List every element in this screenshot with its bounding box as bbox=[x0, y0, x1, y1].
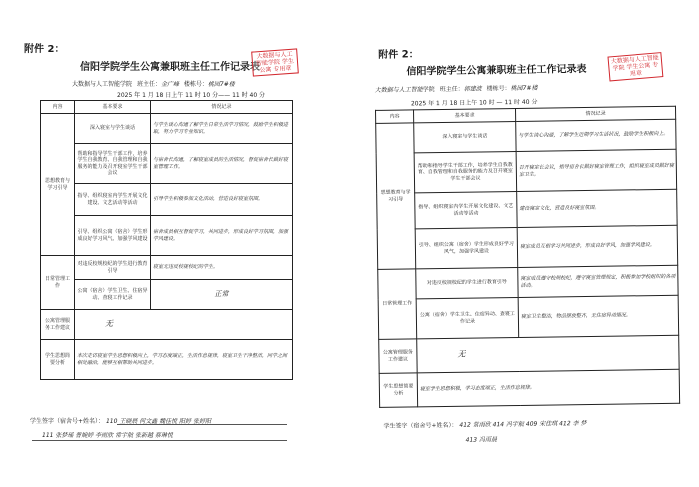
req-discipline: 对违反校规校纪的学生进行教育引导 bbox=[416, 267, 518, 298]
class-label: 班主任： bbox=[439, 85, 464, 94]
building-label: 楼栋号： bbox=[183, 81, 208, 88]
rec-analysis: 寝室学生思想积极，学习态度端正，生活作息规律。 bbox=[417, 369, 679, 407]
header-record: 情况记录 bbox=[515, 106, 675, 121]
rec-cadre: 与宿舍长沟通，了解寝室成员的生活情况，督促宿舍长做好寝室管理工作。 bbox=[151, 144, 293, 184]
signature-line-2: 413 冯雨晨 bbox=[465, 436, 498, 444]
req-culture: 指导、组织寝室内学生开展文化建设、文艺活动等活动 bbox=[415, 191, 517, 228]
section-suggestion: 公寓管理服务工作建议 bbox=[379, 339, 417, 374]
form-title: 信阳学院学生公寓兼职班主任工作记录表 bbox=[406, 63, 587, 78]
signature-row bbox=[383, 418, 586, 430]
rec-cadre: 召开寝室长会议，指导宿舍长做好寝室管理工作，组织寝室成员做好寝室卫生。 bbox=[516, 149, 677, 191]
section-analysis: 学生思想简要分析 bbox=[379, 373, 417, 408]
req-study: 引导、组织公寓（宿舍）学生形成良好学习风气，加强学风建设 bbox=[415, 227, 518, 268]
req-hygiene: 公寓（宿舍）学生卫生、住宿异动、查寝工作记录 bbox=[75, 280, 151, 310]
meta-line bbox=[72, 79, 235, 88]
date-line: 2025 年 1 月 18 日上午 11 时 10 分—— 11 时 40 分 bbox=[117, 92, 266, 99]
req-hygiene: 公寓（宿舍）学生卫生、住宿异动、查寝工作记录 bbox=[416, 297, 519, 338]
record-sheet-right bbox=[370, 34, 696, 468]
class-value: 郭建波 bbox=[463, 85, 482, 93]
req-cadre: 帮助和指导学生干部工作，培养学生自我教育、自我管理和自我服务的能力及召开寝室学生干部会议 bbox=[414, 151, 517, 192]
req-discipline: 对违反校规校纪的学生进行教育引导 bbox=[75, 256, 151, 280]
college-label: 学院 bbox=[120, 81, 133, 88]
signature-underline-2 bbox=[32, 440, 287, 441]
header-item: 内容 bbox=[376, 110, 414, 124]
rec-analysis: 本次走访寝室学生思想积极向上，学习态度端正，生活作息规律，寝室卫生干净整洁，同学之间相处融洽，能够互相帮助共同进步。 bbox=[75, 340, 293, 380]
rec-hygiene: 寝室卫生整洁，物品摆放整齐，无住宿异动情况。 bbox=[518, 295, 679, 337]
official-stamp: 大数据与人工智能学院 学生公寓 专用章 bbox=[607, 52, 663, 81]
rec-study: 寝室成员互相学习共同进步，形成良好学风，加强学风建设。 bbox=[517, 225, 678, 267]
rec-discipline: 寝室成员遵守校规校纪，遵守寝室管理规定，积极参加学校组织的各项活动。 bbox=[518, 265, 678, 297]
req-study: 引导、组织公寓（宿舍）学生形成良好学习风气、加强学风建设 bbox=[75, 216, 151, 256]
signature-line-1: 412 常雨欣 414 冯宇航 409 宋佳琪 412 李 梦 bbox=[459, 420, 587, 429]
req-talk: 深入寝室与学生谈话 bbox=[414, 121, 516, 152]
rec-culture: 引导学生积极参加文化活动，营造良好寝室氛围。 bbox=[151, 184, 293, 216]
header-requirement: 基本要求 bbox=[414, 108, 516, 122]
signature-label: 学生签字（宿舍号+姓名）： bbox=[383, 421, 458, 430]
header-record: 情况记录 bbox=[151, 101, 293, 114]
section-analysis: 学生思想简要分析 bbox=[41, 340, 75, 380]
building-value: 桃园7#楼 bbox=[510, 84, 538, 93]
building-value: 桃园7#楼 bbox=[207, 81, 235, 88]
signature-row-2 bbox=[42, 430, 173, 439]
section-suggestion: 公寓管理服务工作建议 bbox=[41, 310, 75, 340]
signature-row-2 bbox=[466, 434, 497, 443]
rec-suggestion: 无 bbox=[75, 310, 293, 340]
rec-hygiene: 正常 bbox=[151, 280, 293, 310]
date-line: 2025 年 1 月 18 日上午 10 时 — 11 时 40 分 bbox=[410, 98, 538, 108]
record-table bbox=[40, 100, 293, 380]
meta-line bbox=[375, 83, 538, 94]
attachment-label: 附件 2： bbox=[378, 49, 419, 61]
rec-talk: 与学生谈心沟通，了解学生近期学习生活状况，鼓励学生积极向上。 bbox=[516, 119, 676, 151]
rec-study: 宿舍成员相互督促学习，共同进步，形成良好学习氛围，加强学风建设。 bbox=[151, 216, 293, 256]
signature-underline bbox=[117, 424, 287, 425]
record-table bbox=[375, 106, 680, 408]
section-ideology: 思想教育与学习引导 bbox=[41, 114, 75, 256]
class-label: 班主任： bbox=[136, 81, 161, 88]
section-ideology: 思想教育与学习引导 bbox=[376, 123, 416, 270]
building-label: 楼栋号： bbox=[486, 85, 511, 93]
college-value: 大数据与人工智能 bbox=[72, 81, 121, 88]
attachment-label: 附件 2： bbox=[24, 44, 65, 55]
college-label: 学院 bbox=[422, 86, 435, 94]
college-value: 大数据与人工智能 bbox=[374, 86, 423, 94]
req-talk: 深入寝室与学生谈话 bbox=[75, 114, 151, 144]
req-cadre: 帮助和指导学生干部工作，培养学生自我教育、自我管理和自我服务的能力及召开寝室学生干部会议 bbox=[75, 144, 151, 184]
rec-talk: 与学生谈心沟通了解学生日常生活学习情况，鼓励学生积极进取，努力学习专业知识。 bbox=[151, 114, 293, 144]
rec-culture: 建设寝室文化，营造良好寝室氛围。 bbox=[517, 189, 677, 227]
class-value: 金广峰 bbox=[160, 81, 179, 88]
rec-discipline: 寝室无违反校规校纪的学生。 bbox=[151, 256, 293, 280]
header-item: 内容 bbox=[41, 101, 75, 114]
official-stamp: 大数据与人工智能学院 学生公寓 专用章 bbox=[251, 48, 299, 76]
header-requirement: 基本要求 bbox=[75, 101, 151, 114]
rec-suggestion: 无 bbox=[417, 335, 679, 373]
signature-label: 学生签字（宿舍号+姓名）： bbox=[30, 418, 105, 425]
form-title: 信阳学院学生公寓兼职班主任工作记录表 bbox=[80, 62, 260, 73]
record-sheet-left bbox=[22, 38, 304, 463]
section-daily: 日常管理工作 bbox=[41, 256, 75, 310]
signature-line-2: 111 张梦瑶 曹婉婷 李雨欣 常宇航 张新越 蔡琳悦 bbox=[42, 432, 173, 439]
signature-line-1: 110 王晓晨 何文鑫 魏佳悦 阳婷 张婷阳 bbox=[105, 418, 211, 425]
section-daily: 日常管理工作 bbox=[378, 269, 417, 340]
req-culture: 指导、组织寝室内学生开展文化建设、文艺活动等活动 bbox=[75, 184, 151, 216]
